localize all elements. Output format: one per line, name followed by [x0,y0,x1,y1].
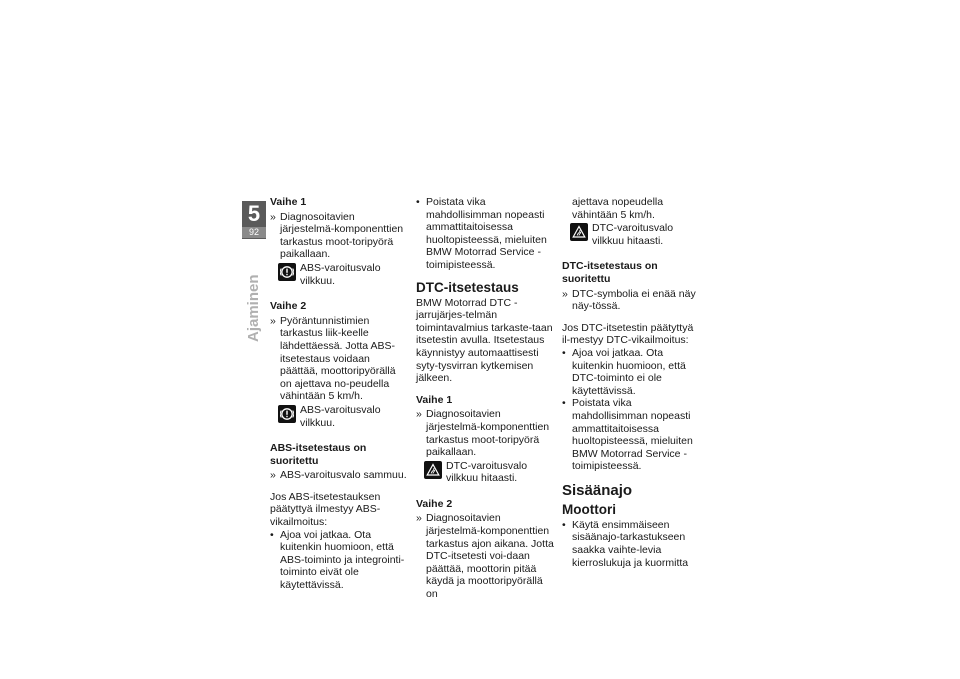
bullet-text: Ajoa voi jatkaa. Ota kuitenkin huomioon, että ABS-toiminto ja integrointi-toiminto eivät ole käytettävissä. [280,528,405,592]
heading-dtc-done: DTC-itsetestaus on suoritettu [562,260,658,285]
paragraph: Jos ABS-itsetestauksen päätyttyä ilmestyy ABS-vikailmoitus: [270,490,381,529]
heading-engine: Moottori [562,501,616,517]
paragraph: BMW Motorrad DTC -jarrujärjes-telmän toimintavalmius tarkaste-taan itsetestin avulla. Itsetestaus käynnistyy automaattisesti syty-tysvirran kytkemisen jälkeen. [416,296,553,385]
step-mark: » [416,512,422,525]
dtc-warning-icon [570,223,588,241]
heading-step-2: Vaihe 2 [270,300,307,313]
indicator-dtc [570,222,702,247]
abs-warning-icon [278,405,296,423]
step-item [270,211,410,261]
heading-step-1: Vaihe 1 [270,196,307,208]
step-item [270,315,410,403]
bullet-mark: • [562,346,566,359]
step-mark: » [270,314,276,327]
heading-dtc-selftest: DTC-itsetestaus [416,279,519,295]
page-number: 92 [242,227,266,238]
column-1 [270,196,410,592]
bullet-item [562,397,702,473]
step-item [562,288,702,313]
step-text: DTC-symbolia ei enää näy näy-tössä. [572,287,696,313]
column-2 [416,196,556,601]
heading-break-in: Sisäänajo [562,481,633,499]
step-mark: » [416,408,422,421]
abs-warning-icon [278,263,296,281]
bullet-text: Käytä ensimmäiseen sisäänajo-tarkastukseen saakka vaihte-levia kierroslukuja ja kuormitta [572,518,689,569]
heading-step-2: Vaihe 2 [416,497,453,510]
indicator-text: DTC-varoitusvalo vilkkuu hitaasti. [592,222,674,247]
bullet-text: Poistata vika mahdollisimman nopeasti ammattitaitoisessa huoltopisteessä, mieluiten BMW Motorrad Service -toimipisteessä. [572,397,693,473]
step-item [416,512,556,600]
paragraph: Jos DTC-itsetestin päätyttyä il-mestyy DTC-vikailmoitus: [562,321,694,347]
step-item [416,408,556,458]
heading-step-1: Vaihe 1 [416,393,453,406]
indicator-abs [278,262,410,287]
step-text: ABS-varoitusvalo sammuu. [280,469,407,482]
step-continuation [562,196,702,221]
step-mark: » [270,469,276,482]
bullet-item [416,196,556,272]
bullet-text: Ajoa voi jatkaa. Ota kuitenkin huomioon, että DTC-toiminto ei ole käytettävissä. [572,346,686,397]
step-mark: » [270,210,276,223]
heading-abs-done: ABS-itsetestaus on suoritettu [270,442,367,467]
indicator-text: DTC-varoitusvalo vilkkuu hitaasti. [446,459,528,485]
step-text: ajettava nopeudella vähintään 5 km/h. [572,196,664,221]
indicator-text: ABS-varoitusvalo vilkkuu. [300,261,381,287]
chapter-badge [242,201,266,239]
step-text: Diagnosoitavien järjestelmä-komponenttien tarkastus moot-toripyörä paikallaan. [426,408,550,459]
step-text: Diagnosoitavien järjestelmä-komponenttien tarkastus moot-toripyörä paikallaan. [280,210,404,261]
indicator-text: ABS-varoitusvalo vilkkuu. [300,403,381,429]
bullet-mark: • [270,528,274,541]
column-3 [562,196,702,569]
step-item [270,469,410,482]
bullet-item [562,347,702,397]
step-mark: » [562,287,568,300]
chapter-number: 5 [247,201,261,226]
indicator-abs [278,404,410,429]
bullet-item [562,519,702,569]
step-text: Diagnosoitavien järjestelmä-komponenttien tarkastus ajon aikana. Jotta DTC-itsetesti voi-daan päättää, moottorin pitää käydä ja moottoripyörällä on [426,512,554,601]
bullet-mark: • [562,397,566,410]
dtc-warning-icon [424,461,442,479]
bullet-text: Poistata vika mahdollisimman nopeasti ammattitaitoisessa huoltopisteessä, mieluiten BMW Motorrad Service -toimipisteessä. [426,196,547,271]
section-label: Ajaminen [245,274,262,342]
bullet-item [270,529,410,592]
indicator-dtc [424,460,556,485]
step-text: Pyöräntunnistimien tarkastus liik-keelle lähdettäessä. Jotta ABS-itsetestaus voidaan päättää, moottoripyörällä on ajettava no-peudella vähintään 5 km/h. [280,314,396,403]
bullet-mark: • [562,518,566,531]
bullet-mark: • [416,196,420,208]
